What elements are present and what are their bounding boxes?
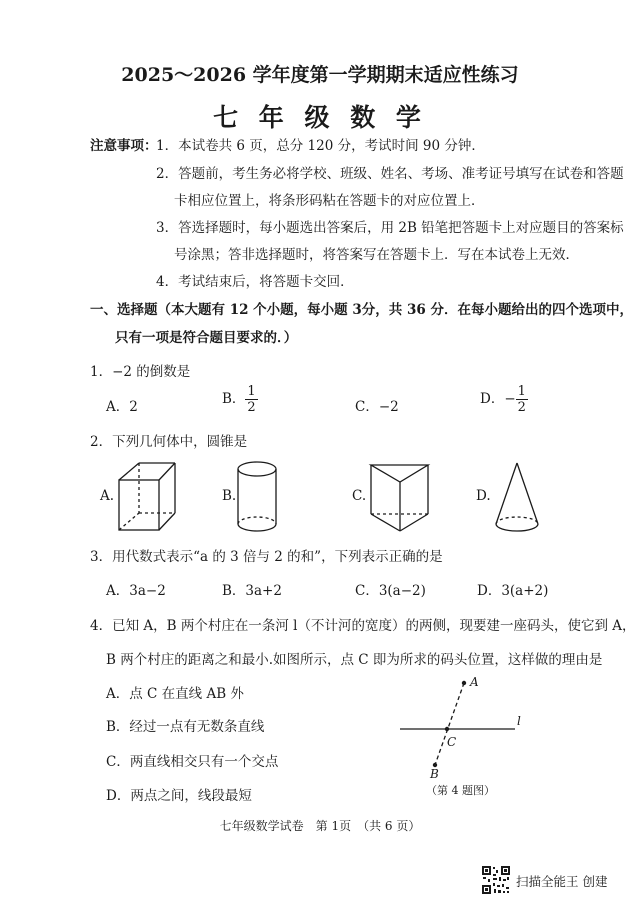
fraction <box>516 385 528 414</box>
q2-option-d: D. <box>476 488 491 504</box>
question-2-stem: 2．下列几何体中，圆锥是 <box>90 434 248 450</box>
q2-option-b: B. <box>222 488 237 504</box>
fraction <box>245 385 257 414</box>
question-3-stem: 3．用代数式表示“a 的 3 倍与 2 的和”，下列表示正确的是 <box>90 549 443 565</box>
notice-item: 号涂黑；答非选择题时，将答案写在答题卡上．写在本试卷上无效． <box>174 247 579 263</box>
q4-option-b: B．经过一点有无数条直线 <box>106 719 265 735</box>
notice-item: 2．答题前，考生务必将学校、班级、姓名、考场、准考证号填写在试卷和答题 <box>156 166 624 182</box>
q3-option-c: C．3(a−2) <box>355 583 426 599</box>
cube-figure <box>117 460 177 532</box>
point-c <box>445 727 449 731</box>
q3-option-b: B．3a+2 <box>222 583 282 599</box>
q1-option-a: A．2 <box>106 399 138 415</box>
label-b: B <box>430 767 439 781</box>
notice-item: 卡相应位置上，将条形码粘在答题卡的对应位置上． <box>174 193 485 209</box>
section-header: 一、选择题（本大题有 12 个小题，每小题 3分，共 36 分．在每小题给出的四个选项中， <box>90 302 633 318</box>
q4-option-d: D．两点之间，线段最短 <box>106 788 252 804</box>
fraction-denominator: 2 <box>517 400 526 415</box>
q1-option-b <box>222 385 258 414</box>
label-c: C <box>447 735 457 749</box>
notice-item: 1．本试卷共 6 页，总分 120 分，考试时间 90 分钟． <box>156 138 485 154</box>
q2-option-c: C. <box>352 488 367 504</box>
notice-item: 3．答选择题时，每小题选出答案后，用 2B 铅笔把答题卡上对应题目的答案标 <box>156 220 624 236</box>
notices-label: 注意事项： <box>90 138 158 154</box>
point-a <box>462 681 466 685</box>
q4-option-c: C．两直线相交只有一个交点 <box>106 754 279 770</box>
q1-option-d-label: D．− <box>480 391 516 407</box>
q3-option-a: A．3a−2 <box>106 583 166 599</box>
q1-option-c: C．−2 <box>355 399 399 415</box>
notice-item: 4．考试结束后，将答题卡交回． <box>156 274 354 290</box>
triangular-prism-figure <box>368 460 432 534</box>
scanner-watermark-label: 扫描全能王 创建 <box>516 874 608 889</box>
cone-figure <box>492 460 542 536</box>
subject-title: 七 年 级 数 学 <box>213 103 427 132</box>
fraction-numerator: 1 <box>517 384 526 399</box>
fraction-denominator: 2 <box>247 400 256 415</box>
page-footer: 七年级数学试卷 第 1页 （共 6 页） <box>219 819 421 833</box>
q1-option-b-label: B． <box>222 391 246 407</box>
q4-river-figure <box>390 672 530 802</box>
q3-option-d: D．3(a+2) <box>477 583 549 599</box>
q2-option-a: A. <box>100 488 115 504</box>
exam-title: 2025～2026 学年度第一学期期末适应性练习 <box>121 64 519 86</box>
section-header-continued: 只有一项是符合题目要求的．） <box>115 330 298 346</box>
question-1-stem: 1．−2 的倒数是 <box>90 364 191 380</box>
label-a: A <box>470 675 479 689</box>
figure-caption: （第 4 题图） <box>426 784 495 797</box>
cylinder-figure <box>236 460 278 534</box>
label-l: l <box>517 714 521 728</box>
segment-ab <box>435 683 464 765</box>
qr-code-icon <box>481 865 511 895</box>
fraction-numerator: 1 <box>247 384 256 399</box>
q4-option-a: A．点 C 在直线 AB 外 <box>106 686 244 702</box>
question-4-stem-continued: B 两个村庄的距离之和最小.如图所示，点 C 即为所求的码头位置，这样做的理由是 <box>106 652 603 668</box>
question-4-stem: 4．已知 A，B 两个村庄在一条河 l（不计河的宽度）的两侧，现要建一座码头，使它到 A， <box>90 618 636 634</box>
q1-option-d <box>480 385 528 414</box>
